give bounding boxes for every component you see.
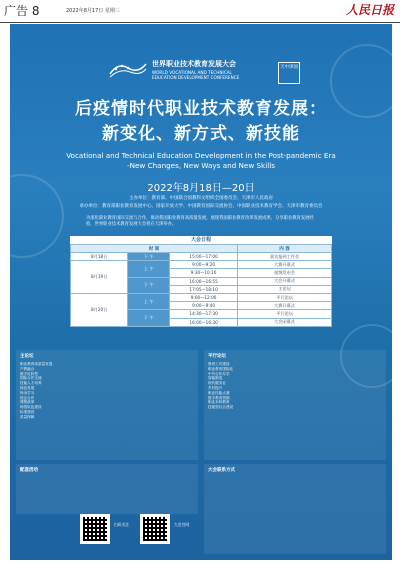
table-row: 8月19日 上 午 9:00—9:20 大赛开幕式	[71, 261, 332, 269]
schedule-header-time: 时 间	[71, 245, 238, 253]
table-row: 9:30—10:10 视频发布会	[71, 269, 332, 277]
issue-date: 2022年8月17日 星期三	[66, 8, 120, 14]
list-item: 职业教育高质量发展	[20, 362, 53, 366]
list-item: 绿色发展	[20, 385, 35, 390]
page-footer	[0, 560, 400, 565]
host-units: 主办单位：教育部、中国联合国教科文组织全国委员会、天津市人民政府	[129, 196, 273, 201]
schedule-header-content: 内 容	[238, 245, 332, 253]
section-label: 广告 8	[4, 4, 40, 18]
tianjin-badge: 天中津国	[278, 62, 300, 84]
english-title-line1: Vocational and Technical Education Development in the Post-pandemic Era	[66, 151, 336, 160]
list-item: 终身学习	[20, 390, 35, 395]
table-row: 下 午 14:30—17:30 平行论坛	[71, 310, 332, 318]
list-item: 中外合作办学	[208, 371, 230, 376]
list-item: 校企合作	[20, 395, 35, 400]
qr-code-icon	[140, 514, 170, 544]
conference-poster	[10, 24, 392, 560]
list-item: 智能制造	[208, 376, 223, 381]
list-item: 产教融合	[20, 366, 35, 371]
list-item: 标准建设	[20, 409, 35, 414]
panel-list	[20, 362, 194, 420]
list-item: 现代服务业	[208, 381, 226, 386]
list-item: 数字教育资源	[208, 395, 230, 400]
schedule-table	[70, 236, 332, 327]
list-item: 质量保障	[20, 414, 35, 419]
conference-name-en: WORLD VOCATIONAL AND TECHNICAL EDUCATION DEVELOPMENT CONFERENCE	[152, 70, 240, 80]
panel-title: 大会联系方式	[208, 468, 235, 473]
panel-title: 配套活动	[20, 468, 38, 473]
list-item: 数字化转型	[20, 371, 38, 376]
conference-logo-icon	[108, 60, 148, 80]
main-title-line2: 新变化、新方式、新技能	[102, 124, 300, 144]
conference-name-cn: 世界职业技术教育发展大会	[152, 60, 236, 68]
list-item: 国际合作交流	[20, 376, 42, 381]
table-row: 9:00—9:40 大赛开幕式	[71, 302, 332, 310]
list-item: 职业技能大赛	[208, 390, 230, 395]
table-row: 8月18日 下 午 15:00—17:00 嘉宾报到工作会	[71, 253, 332, 261]
table-row: 下 午 16:00—16:55 大会开幕式	[71, 277, 332, 285]
activities-panel	[16, 464, 198, 514]
parallel-forum-panel	[204, 350, 386, 460]
list-item: 乡村振兴	[208, 385, 223, 390]
newspaper-logo: 人民日报	[345, 3, 394, 17]
list-item: 技能人才培养	[20, 381, 42, 386]
list-item: 师资队伍建设	[20, 405, 42, 410]
list-item: 技能型社会建设	[208, 405, 234, 410]
main-title-line1: 后疫情时代职业技术教育发展：	[75, 99, 327, 119]
conference-date: 2022年8月18日—20日	[147, 183, 255, 194]
panel-title: 主论坛	[20, 354, 34, 359]
table-row: 16:00—16:30 大会闭幕式	[71, 318, 332, 326]
main-forum-panel	[16, 350, 198, 460]
qr-label: 扫码关注	[114, 522, 130, 527]
panel-list	[208, 362, 382, 410]
organizer-units: 承办单位：教育部职业教育发展中心、国家开放大学、中国教育国际交流协会、中国职业技术教育学会、天津市教育委员会	[79, 204, 323, 209]
newspaper-header	[0, 0, 400, 23]
intro-paragraph: 为深化职业教育国际交流与合作，推动我国职业教育高质量发展，展现我国职业教育改革发展成果，分享职业教育发展经验，世界职业技术教育发展大会将在天津举办。	[86, 216, 314, 227]
list-item: 职业本科教育	[208, 400, 230, 405]
qr-code-icon	[80, 514, 110, 544]
list-item: 职业教育国际化	[208, 366, 234, 371]
panel-title: 平行论坛	[208, 354, 226, 359]
list-item: 课程改革	[20, 400, 35, 405]
list-item: 鲁班工坊建设	[208, 362, 230, 366]
table-row: 17:05—18:10 主论坛	[71, 285, 332, 293]
table-row: 8月20日 上 午 9:00—12:00 平行论坛	[71, 293, 332, 301]
schedule-title: 大会日程	[70, 236, 332, 244]
contact-panel	[204, 464, 386, 554]
english-title-line2: -New Changes, New Ways and New Skills	[127, 161, 275, 170]
qr-label: 大会官网	[174, 522, 190, 527]
